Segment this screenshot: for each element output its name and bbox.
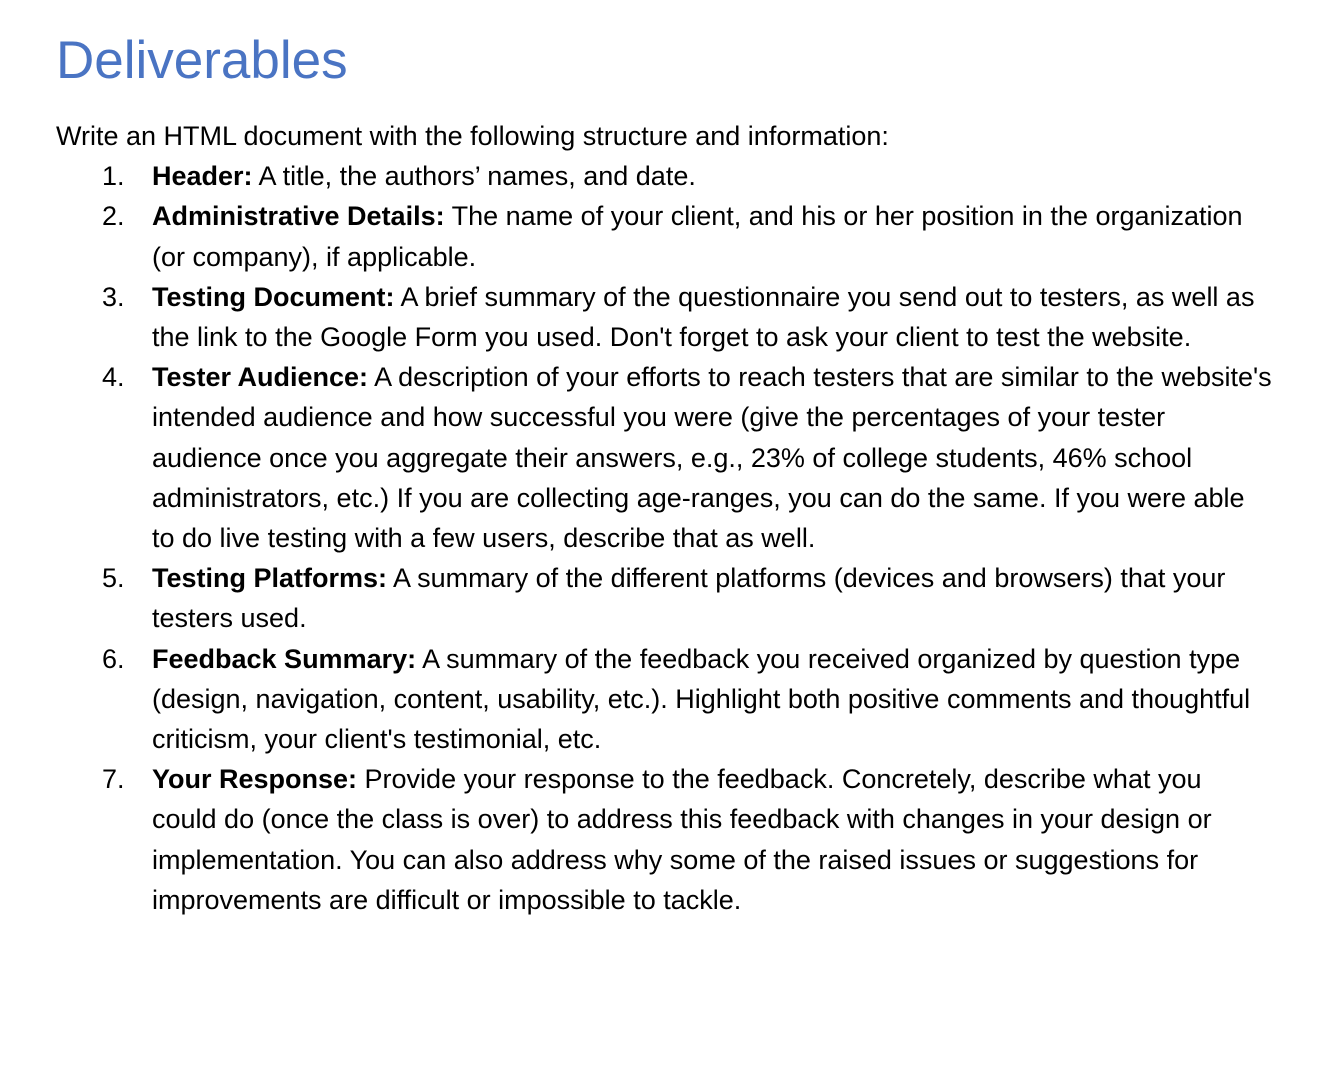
item-number: 7. [102,764,125,795]
item-number: 1. [102,161,125,192]
item-term: Testing Document: [152,281,395,312]
item-text: A brief summary of the questionnaire you send out to testers, as well as the link to the Google Form you used. Don't forget to ask your client to test the website. [152,281,1255,353]
item-number: 6. [102,643,125,674]
item-term: Administrative Details: [152,201,445,232]
list-item [102,639,1272,760]
item-number: 3. [102,281,125,312]
list-item [102,156,1272,196]
list-item [102,759,1272,920]
list-item [102,558,1272,638]
item-term: Testing Platforms: [152,563,388,594]
page-title: Deliverables [56,31,348,90]
list-item [102,196,1272,276]
item-text: A description of your efforts to reach testers that are similar to the website's intended audience and how successful you were (give the percentages of your tester audience once you aggregate their answers, e.g., 23% of college students, 46% school administrators, etc.) If you are collecting age-ranges, you can do the same. If you were able to do live testing with a few users, describe that as well. [152,362,1272,554]
item-number: 5. [102,563,125,594]
item-text: A title, the authors’ names, and date. [252,161,696,192]
document-page [56,0,1296,920]
item-number: 2. [102,201,125,232]
item-text: A summary of the different platforms (devices and browsers) that your testers used. [152,563,1226,634]
item-term: Header: [152,161,253,192]
item-text: Provide your response to the feedback. Concretely, describe what you could do (once the class is over) to address this feedback with changes in your design or implementation. You can also address why some of the raised issues or suggestions for improvements are difficult or impossible to tackle. [152,764,1212,915]
item-text: A summary of the feedback you received organized by question type (design, navigation, content, usability, etc.). Highlight both positive comments and thoughtful criticism, your client's testimonial, etc. [152,643,1251,755]
item-term: Your Response: [152,764,358,795]
item-term: Feedback Summary: [152,643,417,674]
item-number: 4. [102,362,125,393]
intro-paragraph: Write an HTML document with the following structure and information: [56,121,889,151]
list-item [102,357,1272,558]
item-text: The name of your client, and his or her position in the organization (or company), if applicable. [152,201,1243,272]
list-item [102,277,1272,357]
item-term: Tester Audience: [152,362,369,393]
deliverables-list [56,156,1296,920]
